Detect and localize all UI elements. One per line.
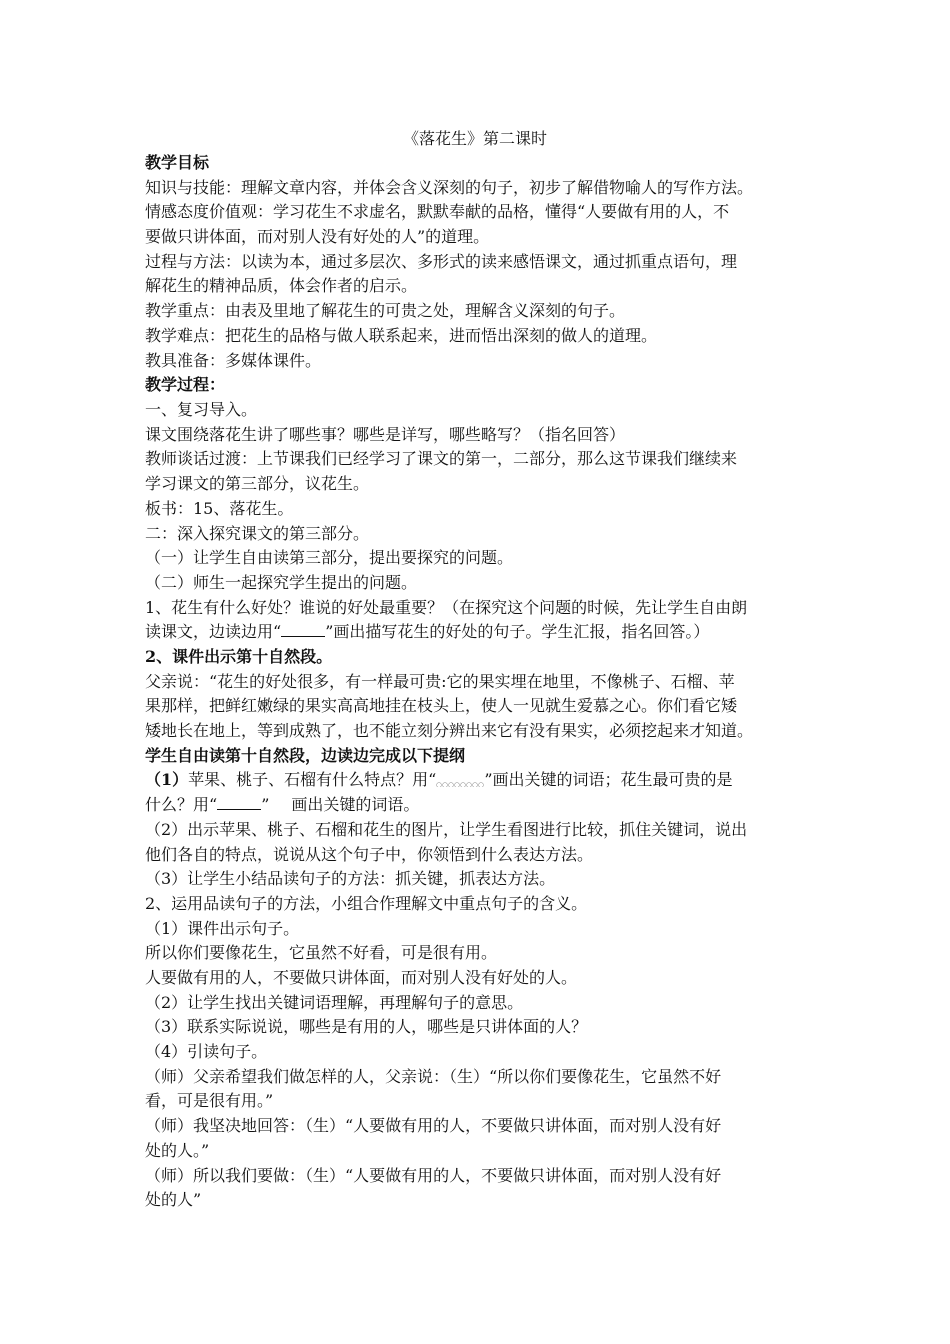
section-2-2-heading: 2、运用品读句子的方法，小组合作理解文中重点句子的含义。 bbox=[145, 894, 588, 913]
father-line-2: 果那样，把鲜红嫩绿的果实高高地挂在枝头上，使人一见就生爱慕之心。你们看它矮 bbox=[145, 696, 738, 715]
question-1-line-2 bbox=[145, 620, 709, 644]
father-line-1: 父亲说：“花生的好处很多，有一样最可贵:它的果实埋在地里，不像桃子、石榴、苹 bbox=[145, 672, 735, 691]
knowledge-line: 知识与技能：理解文章内容，并体会含义深刻的句子，初步了解借物喻人的写作方法。 bbox=[145, 178, 754, 197]
transition-line-1: 教师谈话过渡：上节课我们已经学习了课文的第一，二部分，那么这节课我们继续来 bbox=[145, 449, 738, 468]
outline-1-text-b: ”画出关键的词语；花生最可贵的是 bbox=[484, 770, 733, 789]
outline-1-text-a: 苹果、桃子、石榴有什么特点？用“ bbox=[188, 770, 437, 789]
outline-1-text-d: ” bbox=[261, 795, 270, 814]
board-line: 板书：15、落花生。 bbox=[145, 499, 294, 518]
review-line: 课文围绕落花生讲了哪些事？哪些是详写，哪些略写？（指名回答） bbox=[145, 425, 626, 444]
emotion-line-2: 要做只讲体面，而对别人没有好处的人”的道理。 bbox=[145, 227, 490, 246]
outline-2-line-2: 他们各自的特点，说说从这个句子中，你领悟到什么表达方法。 bbox=[145, 845, 594, 864]
section-2-heading: 二：深入探究课文的第三部分。 bbox=[145, 524, 370, 543]
read-2-line-2: 处的人。” bbox=[145, 1141, 210, 1160]
question-1-line-1: 1、花生有什么好处？谁说的好处最重要？（在探究这个问题的时候，先让学生自由朗 bbox=[145, 598, 748, 617]
part-1-line: （一）让学生自由读第三部分，提出要探究的问题。 bbox=[145, 548, 514, 567]
key-point-line: 教学重点：由表及里地了解花生的可贵之处，理解含义深刻的句子。 bbox=[145, 301, 626, 320]
read-3-line-2: 处的人” bbox=[145, 1190, 202, 1209]
outline-2-line-1: （2）出示苹果、桃子、石榴和花生的图片，让学生看图进行比较，抓住关键词，说出 bbox=[145, 820, 748, 839]
difficulty-line: 教学难点：把花生的品格与做人联系起来，进而悟出深刻的做人的道理。 bbox=[145, 326, 658, 345]
process-heading: 教学过程： bbox=[145, 375, 226, 394]
read-1-line-1: （师）父亲希望我们做怎样的人，父亲说：（生）“所以你们要像花生，它虽然不好 bbox=[145, 1067, 722, 1086]
question-1-text-a: 读课文，边读边用“ bbox=[145, 622, 282, 641]
step-2-line: （2）让学生找出关键词语理解，再理解句子的意思。 bbox=[145, 993, 524, 1012]
read-1-line-2: 看，可是很有用。” bbox=[145, 1091, 274, 1110]
outline-3-line: （3）让学生小结品读句子的方法：抓关键，抓表达方法。 bbox=[145, 869, 556, 888]
transition-line-2: 学习课文的第三部分，议花生。 bbox=[145, 474, 370, 493]
tools-line: 教具准备：多媒体课件。 bbox=[145, 351, 322, 370]
section-1-heading: 一、复习导入。 bbox=[145, 400, 258, 419]
read-2-line-1: （师）我坚决地回答：（生）“人要做有用的人，不要做只讲体面，而对别人没有好 bbox=[145, 1116, 722, 1135]
goal-heading: 教学目标 bbox=[145, 153, 210, 172]
step-3-line: （3）联系实际说说，哪些是有用的人，哪些是只讲体面的人？ bbox=[145, 1017, 588, 1036]
father-line-3: 矮地长在地上，等到成熟了，也不能立刻分辨出来它有没有果实，必须挖起来才知道。 bbox=[145, 721, 754, 740]
underline-mark bbox=[217, 809, 261, 810]
read-3-line-1: （师）所以我们要做：（生）“人要做有用的人，不要做只讲体面，而对别人没有好 bbox=[145, 1166, 722, 1185]
sentence-b: 人要做有用的人，不要做只讲体面，而对别人没有好处的人。 bbox=[145, 968, 578, 987]
show-paragraph-10: 2、课件出示第十自然段。 bbox=[145, 647, 333, 666]
method-line-2: 解花生的精神品质，体会作者的启示。 bbox=[145, 276, 418, 295]
outline-1-number: （1） bbox=[145, 770, 189, 789]
underline-mark bbox=[281, 636, 325, 637]
part-2-line: （二）师生一起探究学生提出的问题。 bbox=[145, 573, 418, 592]
free-read-heading: 学生自由读第十自然段，边读边完成以下提纲 bbox=[145, 746, 466, 765]
outline-1-line-1 bbox=[145, 768, 733, 792]
step-1-line: （1）课件出示句子。 bbox=[145, 919, 300, 938]
sentence-a: 所以你们要像花生，它虽然不好看，可是很有用。 bbox=[145, 943, 498, 962]
outline-1-text-c: 什么？用“ bbox=[145, 795, 218, 814]
question-1-text-b: ”画出描写花生的好处的句子。学生汇报，指名回答。） bbox=[325, 622, 710, 641]
doc-title: 《落花生》第二课时 bbox=[402, 129, 547, 148]
outline-1-text-e: 画出关键的词语。 bbox=[291, 795, 420, 814]
step-4-line: （4）引读句子。 bbox=[145, 1042, 268, 1061]
emotion-line-1: 情感态度价值观：学习花生不求虚名，默默奉献的品格，懂得“人要做有用的人，不 bbox=[145, 202, 730, 221]
outline-1-line-2 bbox=[145, 793, 419, 817]
wavy-underline-mark bbox=[436, 777, 484, 787]
method-line-1: 过程与方法：以读为本，通过多层次、多形式的读来感悟课文，通过抓重点语句，理 bbox=[145, 252, 738, 271]
